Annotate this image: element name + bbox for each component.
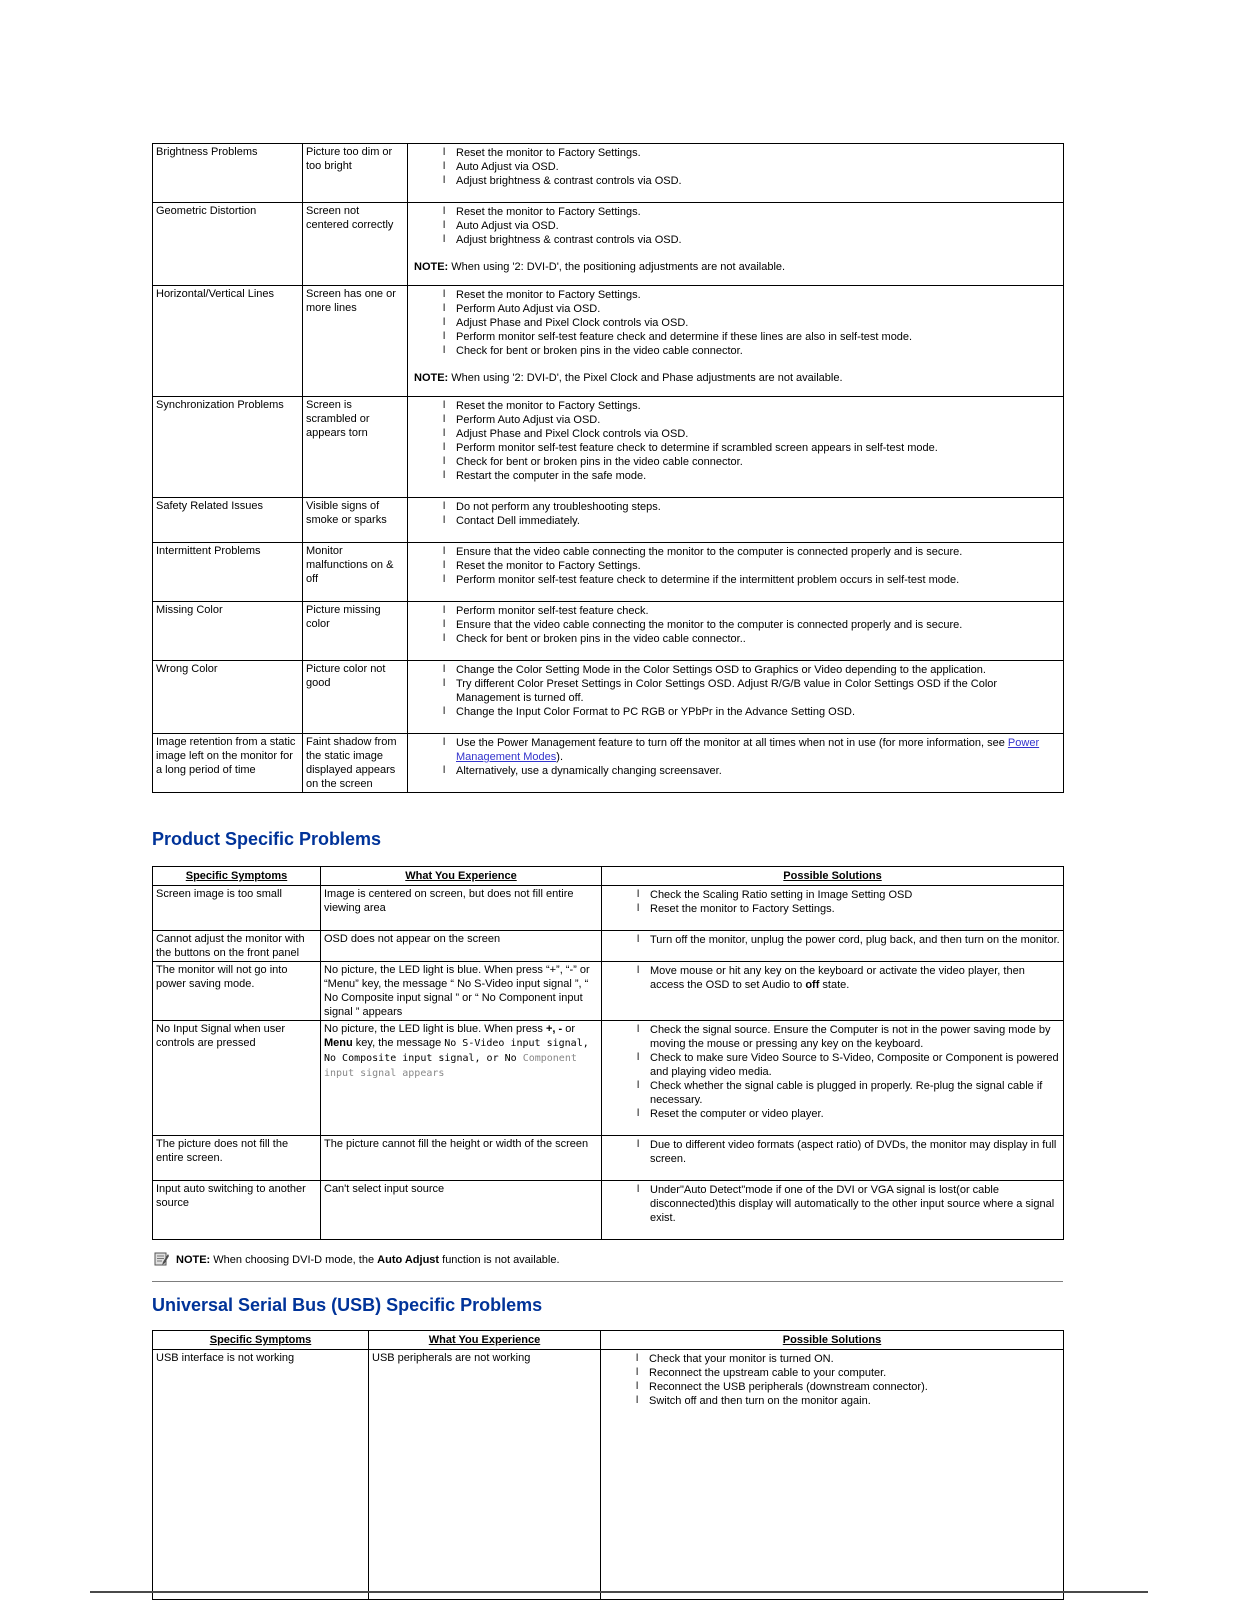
solution-item: l Perform monitor self-test feature check and determine if these lines are also in self-test mode. (441, 330, 1060, 344)
note-label: NOTE: (414, 372, 449, 384)
solution-item: l Check for bent or broken pins in the video cable connector. (441, 344, 1060, 358)
solution-item: l Reset the monitor to Factory Settings. (441, 205, 1060, 219)
experience-cell: Picture missing color (303, 602, 408, 661)
solution-item: l Reconnect the upstream cable to your computer. (634, 1366, 1060, 1380)
solution-text: Use the Power Management feature to turn off the monitor at all times when not in use (for more information, see (456, 737, 1008, 749)
experience-cell: Faint shadow from the static image displayed appears on the screen (303, 734, 408, 793)
experience-text: No picture, the LED light is blue. When press (324, 1023, 546, 1035)
column-header-symptoms: Specific Symptoms (153, 1331, 369, 1350)
solutions-list (411, 288, 1060, 358)
solution-item: l Reset the computer or video player. (635, 1107, 1060, 1121)
solutions-cell (602, 962, 1064, 1021)
symptom-cell: Intermittent Problems (153, 543, 303, 602)
solution-item: l Check for bent or broken pins in the video cable connector.. (441, 632, 1060, 646)
experience-cell: Image is centered on screen, but does not fill entire viewing area (321, 886, 602, 931)
solution-item: l Turn off the monitor, unplug the power cord, plug back, and then turn on the monitor. (635, 933, 1060, 947)
solution-item: l Reset the monitor to Factory Settings. (635, 902, 1060, 916)
solution-item: l Change the Color Setting Mode in the Color Settings OSD to Graphics or Video depending to the application. (441, 663, 1060, 677)
experience-text: or (562, 1023, 575, 1035)
note-label: NOTE: (414, 261, 449, 273)
solutions-list (411, 663, 1060, 719)
note-text-bold: Auto Adjust (377, 1254, 440, 1266)
solution-item: l Auto Adjust via OSD. (441, 160, 1060, 174)
usb-specific-heading: Universal Serial Bus (USB) Specific Problems (152, 1295, 543, 1315)
note (411, 260, 1060, 274)
experience-text-bold: Menu (324, 1037, 353, 1049)
solutions-list (411, 399, 1060, 483)
symptom-cell: Wrong Color (153, 661, 303, 734)
solution-item: l Change the Input Color Format to PC RGB or YPbPr in the Advance Setting OSD. (441, 705, 1060, 719)
table-row (153, 543, 1064, 602)
solutions-cell (408, 286, 1064, 397)
solution-item: l Check to make sure Video Source to S-Video, Composite or Component is powered and playing video media. (635, 1051, 1060, 1079)
experience-cell: Can't select input source (321, 1181, 602, 1240)
solution-item: l Check the Scaling Ratio setting in Image Setting OSD (635, 888, 1060, 902)
solution-item: l Alternatively, use a dynamically changing screensaver. (441, 764, 1060, 778)
table-header-row (153, 867, 1064, 886)
solutions-list (605, 1138, 1060, 1166)
experience-cell: USB peripherals are not working (369, 1350, 601, 1600)
solution-text: state. (819, 979, 850, 991)
experience-cell: Picture too dim or too bright (303, 144, 408, 203)
column-header-solutions: Possible Solutions (601, 1331, 1064, 1350)
table-row (153, 1350, 1064, 1600)
experience-cell: Monitor malfunctions on & off (303, 543, 408, 602)
solution-item: l Do not perform any troubleshooting steps. (441, 500, 1060, 514)
solution-item: l Adjust brightness & contrast controls via OSD. (441, 233, 1060, 247)
solution-item: l Perform Auto Adjust via OSD. (441, 413, 1060, 427)
solution-item (441, 736, 1060, 764)
symptom-cell: Geometric Distortion (153, 203, 303, 286)
solution-item: l Perform Auto Adjust via OSD. (441, 302, 1060, 316)
solutions-list (605, 933, 1060, 947)
experience-text-mono: No S-Video input signal, No Composite input signal, or No (324, 1038, 589, 1064)
solutions-list (411, 736, 1060, 778)
table-header-row (153, 1331, 1064, 1350)
solutions-cell (601, 1350, 1064, 1600)
solution-item (635, 964, 1060, 992)
solutions-cell (408, 602, 1064, 661)
table-row (153, 1181, 1064, 1240)
experience-cell: Picture color not good (303, 661, 408, 734)
symptom-cell: Missing Color (153, 602, 303, 661)
solution-text: ). (556, 751, 564, 763)
solutions-list (411, 146, 1060, 188)
symptom-cell: The picture does not fill the entire screen. (153, 1136, 321, 1181)
symptom-cell: No Input Signal when user controls are pressed (153, 1021, 321, 1136)
solutions-list (411, 500, 1060, 528)
solution-text-bold: off (805, 979, 820, 991)
symptom-cell: The monitor will not go into power saving mode. (153, 962, 321, 1021)
solution-item: l Perform monitor self-test feature check. (441, 604, 1060, 618)
solutions-list (605, 1023, 1060, 1121)
column-header-experience: What You Experience (321, 867, 602, 886)
solution-item: l Adjust Phase and Pixel Clock controls via OSD. (441, 427, 1060, 441)
solution-item: l Perform monitor self-test feature check to determine if scrambled screen appears in self-test mode. (441, 441, 1060, 455)
solutions-list (605, 964, 1060, 992)
column-header-experience: What You Experience (369, 1331, 601, 1350)
column-header-symptoms: Specific Symptoms (153, 867, 321, 886)
note-text: When using '2: DVI-D', the positioning adjustments are not available. (448, 261, 786, 273)
solutions-list (411, 604, 1060, 646)
solutions-cell (408, 203, 1064, 286)
table-row (153, 886, 1064, 931)
note-icon (154, 1251, 169, 1266)
solution-item: l Check that your monitor is turned ON. (634, 1352, 1060, 1366)
experience-cell: Screen not centered correctly (303, 203, 408, 286)
table-row (153, 602, 1064, 661)
experience-cell: No picture, the LED light is blue. When press “+”, “-” or “Menu” key, the message “ No S-Video input signal ”, “ No Composite input signal ” or “ No Component input signal ” appears (321, 962, 602, 1021)
solution-item: l Reset the monitor to Factory Settings. (441, 399, 1060, 413)
symptom-cell: Synchronization Problems (153, 397, 303, 498)
solutions-list (411, 545, 1060, 587)
symptom-cell: Brightness Problems (153, 144, 303, 203)
solution-item: l Adjust Phase and Pixel Clock controls via OSD. (441, 316, 1060, 330)
experience-cell: Screen is scrambled or appears torn (303, 397, 408, 498)
symptom-cell: Horizontal/Vertical Lines (153, 286, 303, 397)
solutions-cell (408, 661, 1064, 734)
solutions-cell (408, 498, 1064, 543)
experience-text-bold: +, - (545, 1023, 563, 1035)
table-row (153, 1021, 1064, 1136)
solution-item: l Reset the monitor to Factory Settings. (441, 288, 1060, 302)
solutions-cell (408, 144, 1064, 203)
dvi-d-note (154, 1251, 1063, 1267)
note (411, 371, 1060, 385)
experience-cell: OSD does not appear on the screen (321, 931, 602, 962)
solution-item: l Adjust brightness & contrast controls via OSD. (441, 174, 1060, 188)
table-row (153, 203, 1064, 286)
page-bottom-divider (90, 1591, 1148, 1593)
solutions-cell (602, 931, 1064, 962)
symptom-cell: Input auto switching to another source (153, 1181, 321, 1240)
table-row (153, 286, 1064, 397)
power-management-modes-link[interactable]: Power Management Modes (456, 737, 1040, 763)
solutions-cell (408, 543, 1064, 602)
table-row (153, 144, 1064, 203)
symptom-cell: Image retention from a static image left on the monitor for a long period of time (153, 734, 303, 793)
table-row (153, 931, 1064, 962)
solutions-cell (602, 886, 1064, 931)
solution-item: l Contact Dell immediately. (441, 514, 1060, 528)
table-row (153, 661, 1064, 734)
solution-item: l Try different Color Preset Settings in Color Settings OSD. Adjust R/G/B value in Color Settings OSD if the Color Management is turned off. (441, 677, 1060, 705)
solution-item: l Ensure that the video cable connecting the monitor to the computer is connected properly and is secure. (441, 545, 1060, 559)
solution-item: l Due to different video formats (aspect ratio) of DVDs, the monitor may display in full screen. (635, 1138, 1060, 1166)
section-divider (152, 1281, 1063, 1282)
solutions-cell (602, 1181, 1064, 1240)
solution-item: l Switch off and then turn on the monitor again. (634, 1394, 1060, 1408)
solution-item: l Reset the monitor to Factory Settings. (441, 559, 1060, 573)
note-text: When choosing DVI-D mode, the (210, 1254, 378, 1266)
product-specific-heading: Product Specific Problems (152, 829, 382, 849)
solution-item: l Check the signal source. Ensure the Computer is not in the power saving mode by moving the mouse or pressing any key on the keyboard. (635, 1023, 1060, 1051)
experience-cell: Screen has one or more lines (303, 286, 408, 397)
solution-item: l Perform monitor self-test feature check to determine if the intermittent problem occurs in self-test mode. (441, 573, 1060, 587)
experience-cell (321, 1021, 602, 1136)
solutions-cell (602, 1021, 1064, 1136)
solution-item: l Auto Adjust via OSD. (441, 219, 1060, 233)
table-row (153, 1136, 1064, 1181)
solution-item: l Ensure that the video cable connecting the monitor to the computer is connected properly and is secure. (441, 618, 1060, 632)
experience-text-mono-gray: Component input signal appears (324, 1053, 577, 1079)
experience-cell: Visible signs of smoke or sparks (303, 498, 408, 543)
symptom-cell: Cannot adjust the monitor with the buttons on the front panel (153, 931, 321, 962)
usb-specific-table (152, 1330, 1064, 1600)
note-label: NOTE: (176, 1254, 211, 1266)
experience-cell: The picture cannot fill the height or width of the screen (321, 1136, 602, 1181)
solution-item: l Reconnect the USB peripherals (downstream connector). (634, 1380, 1060, 1394)
table-row (153, 498, 1064, 543)
solutions-cell (408, 734, 1064, 793)
common-problems-table (152, 143, 1064, 793)
table-row (153, 397, 1064, 498)
solutions-cell (602, 1136, 1064, 1181)
solutions-list (411, 205, 1060, 247)
column-header-solutions: Possible Solutions (602, 867, 1064, 886)
table-row (153, 734, 1064, 793)
symptom-cell: USB interface is not working (153, 1350, 369, 1600)
symptom-cell: Screen image is too small (153, 886, 321, 931)
product-specific-table (152, 866, 1064, 1240)
solutions-list (605, 888, 1060, 916)
note-text: function is not available. (439, 1254, 560, 1266)
solution-item: l Reset the monitor to Factory Settings. (441, 146, 1060, 160)
page-content (152, 0, 1063, 1600)
solution-item: l Under"Auto Detect"mode if one of the DVI or VGA signal is lost(or cable disconnected)this display will automatically to the other input source where a signal exist. (635, 1183, 1060, 1225)
solution-item: l Check whether the signal cable is plugged in properly. Re-plug the signal cable if necessary. (635, 1079, 1060, 1107)
solution-item: l Restart the computer in the safe mode. (441, 469, 1060, 483)
table-row (153, 962, 1064, 1021)
solutions-list (604, 1352, 1060, 1408)
symptom-cell: Safety Related Issues (153, 498, 303, 543)
solution-item: l Check for bent or broken pins in the video cable connector. (441, 455, 1060, 469)
experience-text: key, the message (352, 1037, 445, 1049)
note-text: When using '2: DVI-D', the Pixel Clock and Phase adjustments are not available. (448, 372, 843, 384)
solution-text: Move mouse or hit any key on the keyboard or activate the video player, then access the OSD to set Audio to (650, 965, 1025, 991)
solutions-cell (408, 397, 1064, 498)
solutions-list (605, 1183, 1060, 1225)
